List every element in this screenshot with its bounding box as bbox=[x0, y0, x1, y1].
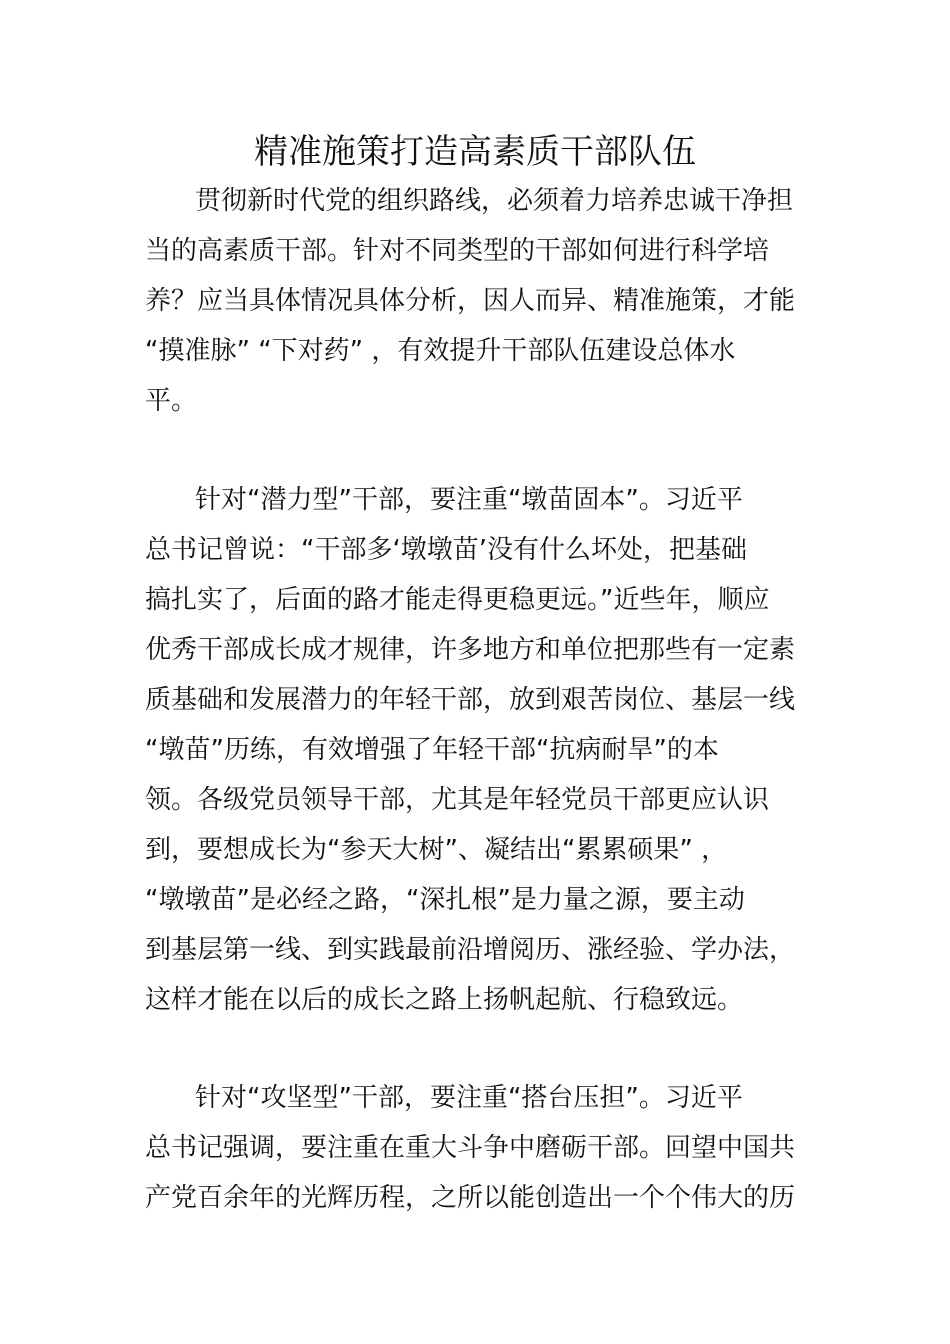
paragraph-3-line-3: 产党百余年的光辉历程，之所以能创造出一个个伟大的历 bbox=[145, 1183, 796, 1213]
paragraph-2-line-11: 这样才能在以后的成长之路上扬帆起航、行稳致远。 bbox=[145, 985, 744, 1015]
paragraph-1-line-4: “摸准脉” “下对药” ，有效提升干部队伍建设总体水 bbox=[145, 336, 736, 366]
paragraph-2-line-9: “墩墩苗”是必经之路，“深扎根”是力量之源，要主动 bbox=[145, 885, 745, 915]
paragraph-2-line-3: 搞扎实了，后面的路才能走得更稳更远。”近些年，顺应 bbox=[145, 585, 770, 615]
paragraph-2-line-4: 优秀干部成长成才规律，许多地方和单位把那些有一定素 bbox=[145, 635, 796, 665]
paragraph-1-line-5: 平。 bbox=[145, 386, 198, 416]
paragraph-2-line-6: “墩苗”历练，有效增强了年轻干部“抗病耐旱”的本 bbox=[145, 735, 719, 765]
paragraph-2-line-8: 到，要想成长为“参天大树”、凝结出“累累硕果” ， bbox=[145, 835, 728, 865]
paragraph-1-line-2: 当的高素质干部。针对不同类型的干部如何进行科学培 bbox=[145, 236, 770, 266]
paragraph-3-line-2: 总书记强调，要注重在重大斗争中磨砺干部。回望中国共 bbox=[145, 1133, 796, 1163]
paragraph-1-line-3: 养？应当具体情况具体分析，因人而异、精准施策，才能 bbox=[145, 286, 796, 316]
document-title: 精准施策打造高素质干部队伍 bbox=[254, 132, 696, 172]
paragraph-2-line-7: 领。各级党员领导干部，尤其是年轻党员干部更应认识 bbox=[145, 785, 770, 815]
paragraph-2-line-1: 针对“潜力型”干部，要注重“墩苗固本”。习近平 bbox=[195, 485, 743, 515]
paragraph-3-line-1: 针对“攻坚型”干部，要注重“搭台压担”。习近平 bbox=[195, 1083, 743, 1113]
paragraph-2-line-2: 总书记曾说：“干部多‘墩墩苗’没有什么坏处，把基础 bbox=[145, 535, 747, 565]
paragraph-1-line-1: 贯彻新时代党的组织路线，必须着力培养忠诚干净担 bbox=[195, 186, 794, 216]
paragraph-2-line-5: 质基础和发展潜力的年轻干部，放到艰苦岗位、基层一线 bbox=[145, 685, 796, 715]
paragraph-2-line-10: 到基层第一线、到实践最前沿增阅历、涨经验、学办法， bbox=[145, 935, 796, 965]
